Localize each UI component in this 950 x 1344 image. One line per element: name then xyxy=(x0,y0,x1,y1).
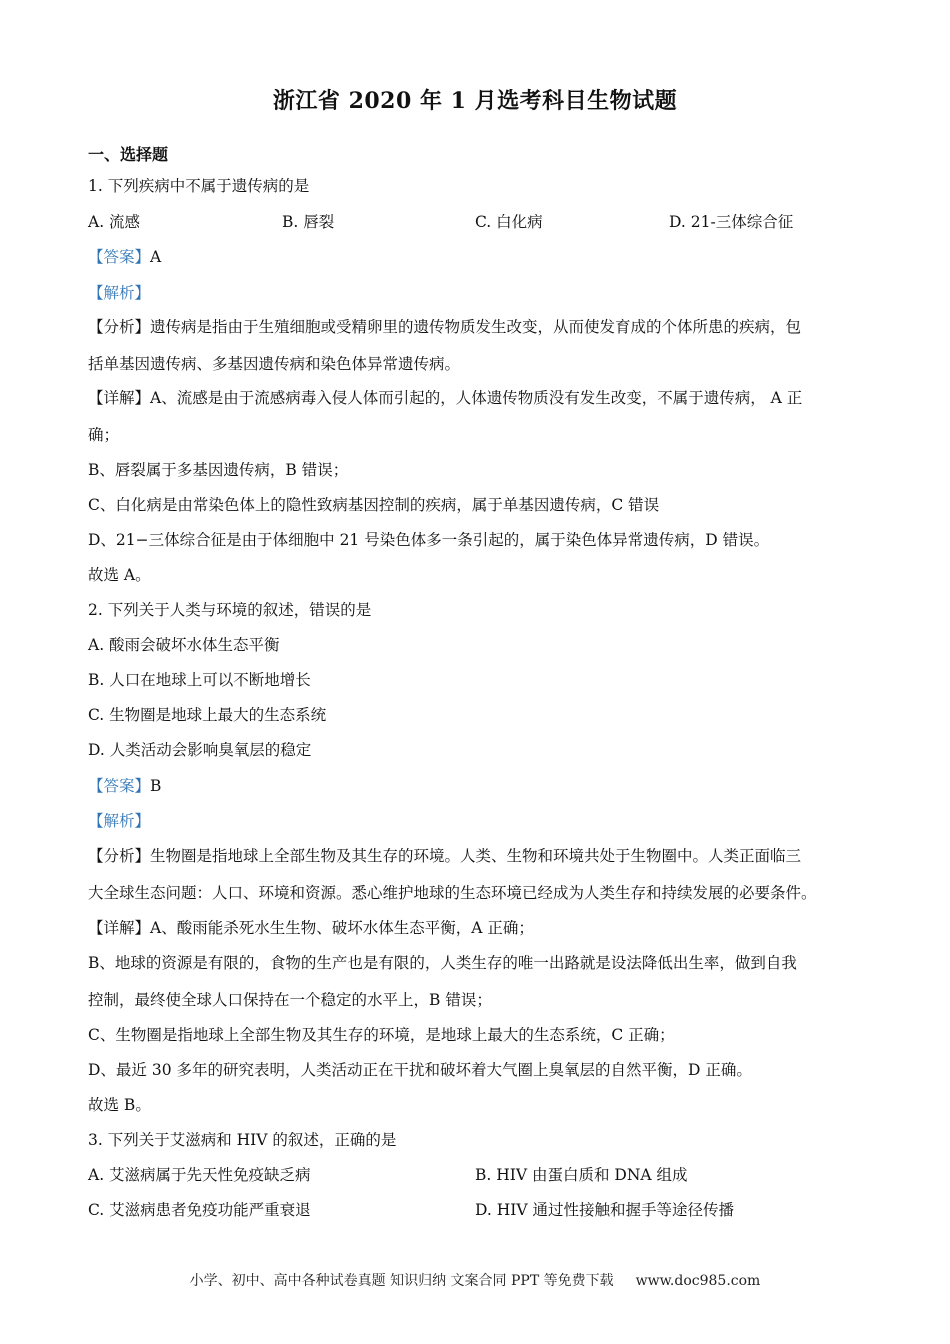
answer-value: A xyxy=(150,248,162,266)
q1-detail-c: C、白化病是由常染色体上的隐性致病基因控制的疾病，属于单基因遗传病，C 错误 xyxy=(88,496,660,514)
answer-tag: 【答案】 xyxy=(88,777,151,795)
q2-option-a: A. 酸雨会破坏水体生态平衡 xyxy=(88,636,280,654)
q2-analysis-tag: 【解析】 xyxy=(88,812,151,830)
page-title: 浙江省 2020 年 1 月选考科目生物试题 xyxy=(272,88,678,114)
page-footer xyxy=(0,1270,950,1290)
q2-xiangjie-line-1: 【详解】A、酸雨能杀死水生生物、破坏水体生态平衡，A 正确； xyxy=(88,919,534,937)
q1-detail-b: B、唇裂属于多基因遗传病，B 错误； xyxy=(88,461,349,479)
q1-fenxi-line-1: 【分析】遗传病是指由于生殖细胞或受精卵里的遗传物质发生改变，从而使发育成的个体所患的疾病，包 xyxy=(88,318,802,336)
q2-option-c: C. 生物圈是地球上最大的生态系统 xyxy=(88,706,327,724)
q2-option-b: B. 人口在地球上可以不断地增长 xyxy=(88,671,311,689)
section-heading: 一、选择题 xyxy=(88,145,169,164)
q3-option-a: A. 艾滋病属于先天性免疫缺乏病 xyxy=(88,1166,311,1184)
q1-conclusion: 故选 A。 xyxy=(88,566,151,584)
question-1-stem: 1. 下列疾病中不属于遗传病的是 xyxy=(88,177,310,195)
q1-xiangjie-line-2: 确； xyxy=(88,426,120,444)
question-2-stem: 2. 下列关于人类与环境的叙述，错误的是 xyxy=(88,601,372,619)
q1-detail-d: D、21−三体综合征是由于体细胞中 21 号染色体多一条引起的，属于染色体异常遗传病，D 错误。 xyxy=(88,531,770,549)
q2-conclusion: 故选 B。 xyxy=(88,1096,151,1114)
answer-value: B xyxy=(150,777,162,795)
q2-answer xyxy=(88,776,161,796)
q2-detail-b-line-2: 控制，最终使全球人口保持在一个稳定的水平上，B 错误； xyxy=(88,991,492,1009)
q1-option-b: B. 唇裂 xyxy=(282,213,335,231)
q1-option-c: C. 白化病 xyxy=(475,213,543,231)
q1-analysis-tag: 【解析】 xyxy=(88,284,151,302)
footer-site-link[interactable]: www.doc985.com xyxy=(635,1273,761,1289)
q1-option-a: A. 流感 xyxy=(88,213,141,231)
q2-fenxi-line-1: 【分析】生物圈是指地球上全部生物及其生存的环境。人类、生物和环境共处于生物圈中。人类正面临三 xyxy=(88,847,802,865)
question-3-stem: 3. 下列关于艾滋病和 HIV 的叙述，正确的是 xyxy=(88,1131,397,1149)
q2-fenxi-line-2: 大全球生态问题：人口、环境和资源。悉心维护地球的生态环境已经成为人类生存和持续发展的必要条件。 xyxy=(88,884,817,902)
q2-detail-c: C、生物圈是指地球上全部生物及其生存的环境，是地球上最大的生态系统，C 正确； xyxy=(88,1026,675,1044)
q3-option-d: D. HIV 通过性接触和握手等途径传播 xyxy=(475,1201,734,1219)
q1-xiangjie-line-1: 【详解】A、流感是由于流感病毒入侵人体而引起的，人体遗传物质没有发生改变，不属于遗传病， A 正 xyxy=(88,389,803,407)
q1-option-d: D. 21-三体综合征 xyxy=(669,213,794,231)
answer-tag: 【答案】 xyxy=(88,248,151,266)
q3-option-b: B. HIV 由蛋白质和 DNA 组成 xyxy=(475,1166,688,1184)
footer-text: 小学、初中、高中各种试卷真题 知识归纳 文案合同 PPT 等免费下载 xyxy=(189,1273,614,1289)
q2-detail-d: D、最近 30 多年的研究表明，人类活动正在干扰和破坏着大气圈上臭氧层的自然平衡，D 正确。 xyxy=(88,1061,752,1079)
q2-option-d: D. 人类活动会影响臭氧层的稳定 xyxy=(88,741,312,759)
q1-answer xyxy=(88,247,161,267)
q2-detail-b-line-1: B、地球的资源是有限的，食物的生产也是有限的，人类生存的唯一出路就是设法降低出生率，做到自我 xyxy=(88,954,797,972)
q3-option-c: C. 艾滋病患者免疫功能严重衰退 xyxy=(88,1201,311,1219)
q1-fenxi-line-2: 括单基因遗传病、多基因遗传病和染色体异常遗传病。 xyxy=(88,355,461,373)
